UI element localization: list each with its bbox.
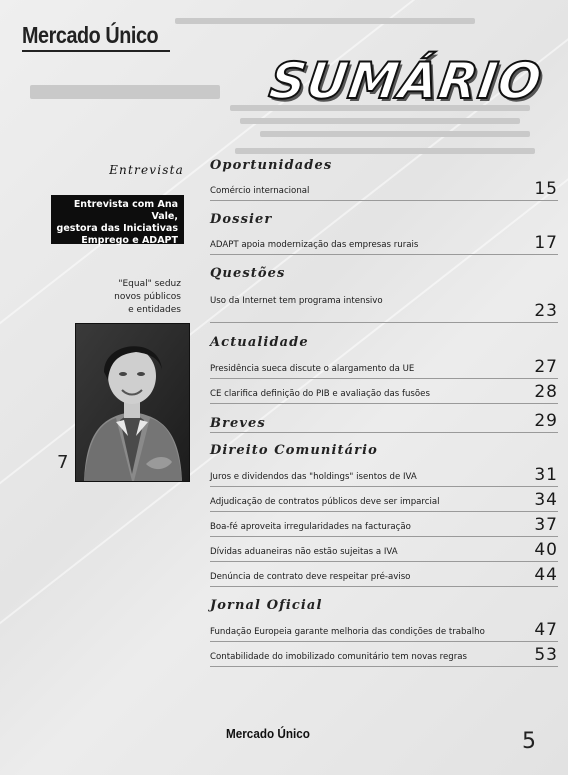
toc-entry-rule: [210, 432, 558, 433]
toc-entry[interactable]: [210, 562, 558, 585]
toc-entry-title: ADAPT apoia modernização das empresas rurais: [210, 240, 419, 250]
section-heading: Actualidade: [210, 335, 309, 350]
toc-entry-page: 29: [534, 411, 558, 431]
toc-entry-title: Juros e dividendos das "holdings" isentos de IVA: [210, 472, 417, 482]
toc-entry[interactable]: [210, 617, 558, 640]
toc-entry[interactable]: [210, 354, 558, 377]
toc-entry-title: Boa-fé aproveita irregularidades na facturação: [210, 522, 411, 532]
footer-publication-name: Mercado Único: [226, 726, 310, 741]
toc-entry-title: Uso da Internet tem programa intensivo: [210, 296, 383, 306]
toc-entry-title: Denúncia de contrato deve respeitar pré-aviso: [210, 572, 411, 582]
toc-entry-page: 34: [534, 490, 558, 510]
section-heading: Breves: [210, 416, 266, 431]
toc-entry[interactable]: [210, 537, 558, 560]
section-heading: Jornal Oficial: [210, 598, 323, 613]
portrait-photo: [75, 323, 190, 482]
toc-entry-page: 31: [534, 465, 558, 485]
equal-teaser: [60, 278, 181, 317]
section-heading: Questões: [210, 266, 286, 281]
toc-entry-title: CE clarifica definição do PIB e avaliação das fusões: [210, 389, 430, 399]
toc-entry[interactable]: [210, 512, 558, 535]
toc-entry[interactable]: [210, 379, 558, 402]
toc-entry-page: 23: [534, 301, 558, 321]
equal-line: "Equal" seduz: [118, 279, 181, 289]
toc-entry-title: Adjudicação de contratos públicos deve ser imparcial: [210, 497, 440, 507]
portrait-illustration: [76, 324, 189, 481]
toc-entry-page: 28: [534, 382, 558, 402]
equal-line: e entidades: [128, 305, 181, 315]
toc-entry-page: 37: [534, 515, 558, 535]
toc-entry[interactable]: [210, 462, 558, 485]
toc-entry-title: Presidência sueca discute o alargamento da UE: [210, 364, 415, 374]
toc-entry[interactable]: [210, 286, 558, 321]
section-heading: Dossier: [210, 212, 273, 227]
section-heading: Oportunidades: [210, 158, 333, 173]
interview-line: Entrevista com Ana Vale,: [73, 199, 178, 222]
toc-entry-title: Dívidas aduaneiras não estão sujeitas a IVA: [210, 547, 398, 557]
toc-entry-page: 15: [534, 179, 558, 199]
equal-line: novos públicos: [114, 292, 181, 302]
toc-entry[interactable]: [210, 642, 558, 665]
toc-entry-title: Contabilidade do imobilizado comunitário tem novas regras: [210, 652, 468, 662]
interview-line: Emprego e ADAPT: [81, 235, 178, 246]
toc-entry[interactable]: [210, 408, 558, 431]
interview-label: Entrevista: [109, 163, 184, 177]
toc-entry[interactable]: [210, 230, 558, 253]
section-heading: Direito Comunitário: [210, 443, 378, 458]
interview-box[interactable]: [51, 195, 184, 244]
toc-entry-page: 17: [534, 233, 558, 253]
toc-entry[interactable]: [210, 487, 558, 510]
toc-entry-rule: [210, 666, 558, 667]
toc-entry-page: 27: [534, 357, 558, 377]
toc-entry-rule: [210, 254, 558, 255]
page-title: SUMÁRIO: [265, 52, 546, 110]
photo-page-number: 7: [57, 452, 69, 473]
toc-entry-page: 53: [534, 645, 558, 665]
masthead: Mercado Único: [22, 22, 159, 48]
left-column: [0, 0, 200, 775]
page-number: 5: [522, 729, 536, 754]
toc-entry-rule: [210, 403, 558, 404]
toc-entry-title: Fundação Europeia garante melhoria das condições de trabalho: [210, 627, 485, 637]
interview-line: gestora das Iniciativas: [56, 223, 178, 234]
toc-entry[interactable]: [210, 176, 558, 199]
toc-entry-page: 47: [534, 620, 558, 640]
table-of-contents: [210, 0, 560, 775]
toc-entry-page: 44: [534, 565, 558, 585]
toc-entry-page: 40: [534, 540, 558, 560]
toc-entry-title: Comércio internacional: [210, 186, 310, 196]
toc-entry-rule: [210, 586, 558, 587]
toc-entry-rule: [210, 200, 558, 201]
toc-entry-rule: [210, 322, 558, 323]
